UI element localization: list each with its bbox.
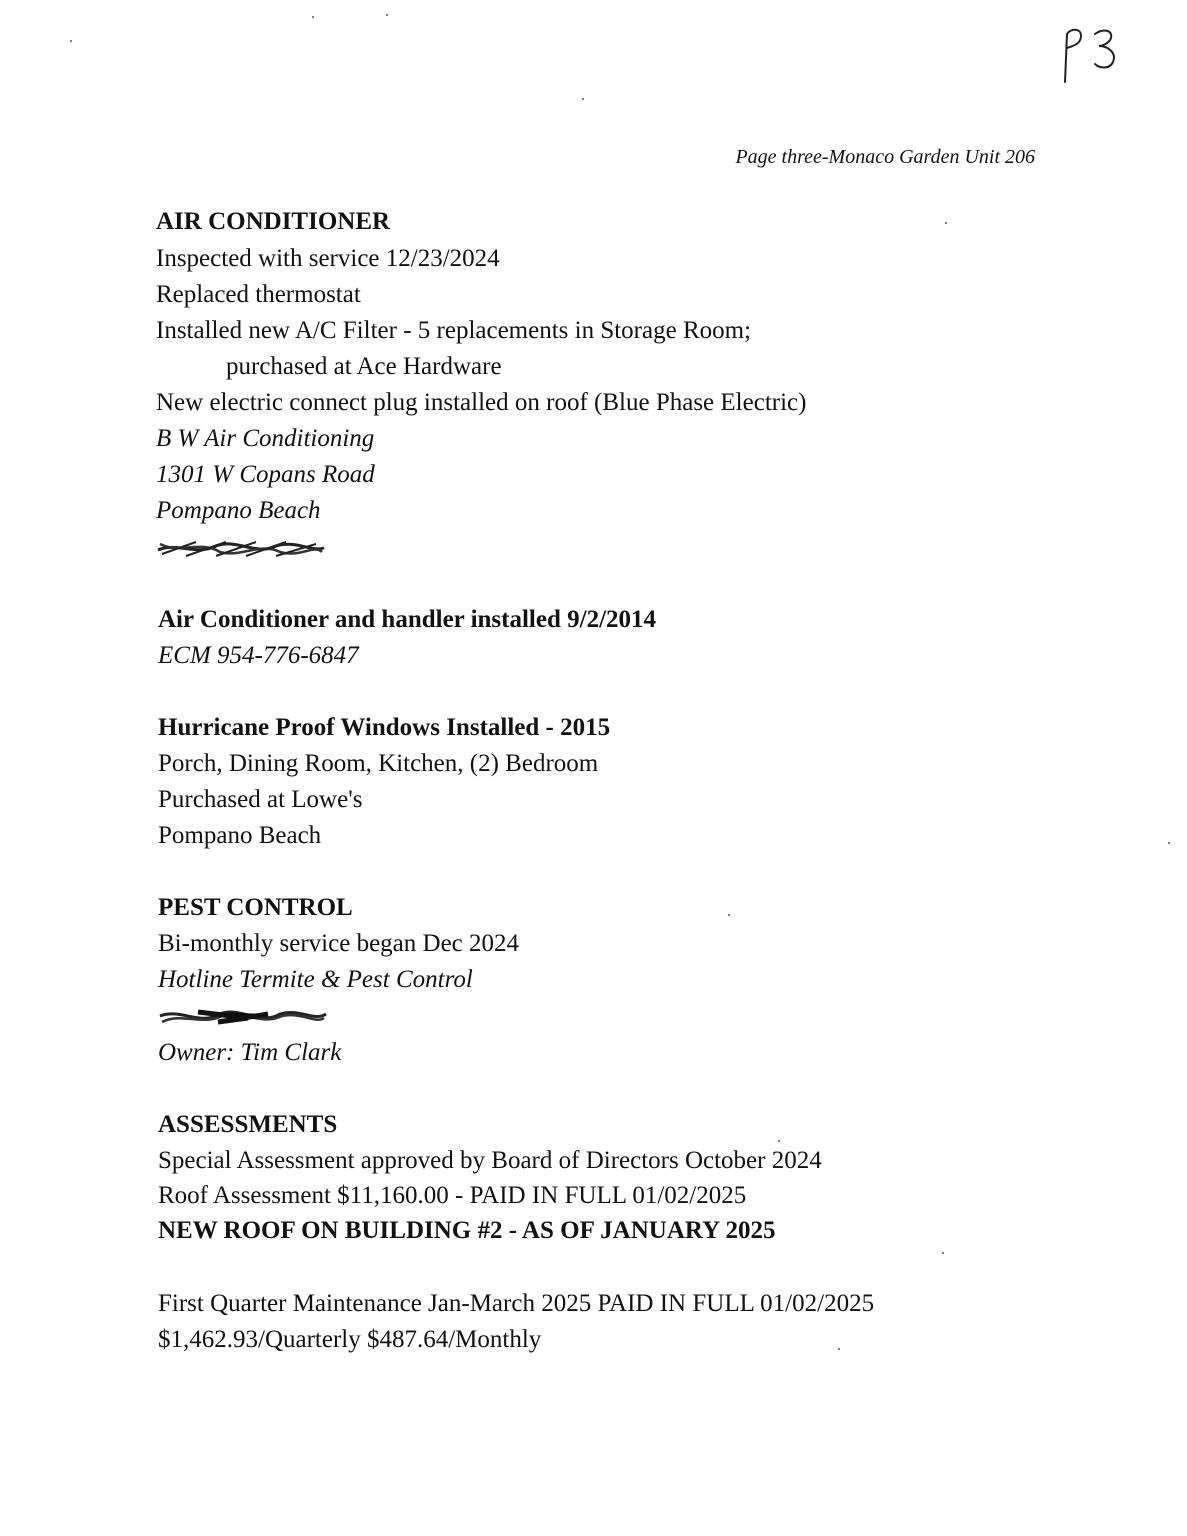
- section-heading-windows: Hurricane Proof Windows Installed - 2015: [158, 714, 611, 741]
- scan-speck: [70, 40, 72, 42]
- scan-speck: [942, 1252, 944, 1254]
- ac-install-contact: ECM 954-776-6847: [158, 642, 359, 669]
- pest-service: Bi-monthly service began Dec 2024: [158, 930, 520, 957]
- scan-speck: [778, 1140, 780, 1142]
- ac-company-name: B W Air Conditioning: [156, 425, 375, 452]
- section-heading-air-conditioner: AIR CONDITIONER: [156, 208, 391, 235]
- scan-speck: [838, 1348, 840, 1350]
- scan-speck: [728, 914, 730, 916]
- ac-company-address: 1301 W Copans Road: [156, 461, 375, 488]
- redacted-phone-number: [158, 1004, 328, 1030]
- ac-company-city: Pompano Beach: [156, 497, 321, 524]
- pest-owner: Owner: Tim Clark: [158, 1039, 342, 1066]
- scan-speck: [945, 222, 947, 224]
- windows-line: Porch, Dining Room, Kitchen, (2) Bedroom: [158, 750, 599, 777]
- scan-speck: [312, 16, 314, 18]
- redacted-phone-number: [156, 536, 326, 562]
- ac-line-indented: purchased at Ace Hardware: [226, 353, 502, 380]
- scan-speck: [1168, 842, 1170, 844]
- ac-line: New electric connect plug installed on roof (Blue Phase Electric): [156, 389, 807, 416]
- scan-speck: [386, 14, 388, 16]
- section-heading-ac-install: Air Conditioner and handler installed 9/2/2014: [158, 606, 657, 633]
- maintenance-rates: $1,462.93/Quarterly $487.64/Monthly: [158, 1326, 542, 1353]
- maintenance-line: First Quarter Maintenance Jan-March 2025 PAID IN FULL 01/02/2025: [158, 1290, 875, 1317]
- ac-line: Replaced thermostat: [156, 281, 361, 308]
- ac-line: Inspected with service 12/23/2024: [156, 245, 500, 272]
- assessment-line: Roof Assessment $11,160.00 - PAID IN FULL 01/02/2025: [158, 1182, 747, 1209]
- section-heading-pest-control: PEST CONTROL: [158, 894, 353, 921]
- assessment-line: Special Assessment approved by Board of Directors October 2024: [158, 1147, 822, 1174]
- handwritten-page-number: [1055, 22, 1125, 92]
- windows-line: Pompano Beach: [158, 822, 322, 849]
- page-header: Page three-Monaco Garden Unit 206: [735, 146, 1035, 168]
- section-heading-assessments: ASSESSMENTS: [158, 1111, 338, 1138]
- windows-line: Purchased at Lowe's: [158, 786, 363, 813]
- roof-notice: NEW ROOF ON BUILDING #2 - AS OF JANUARY 2025: [158, 1217, 776, 1244]
- pest-company: Hotline Termite & Pest Control: [158, 966, 473, 993]
- scan-speck: [582, 98, 584, 100]
- ac-line: Installed new A/C Filter - 5 replacements in Storage Room;: [156, 317, 752, 344]
